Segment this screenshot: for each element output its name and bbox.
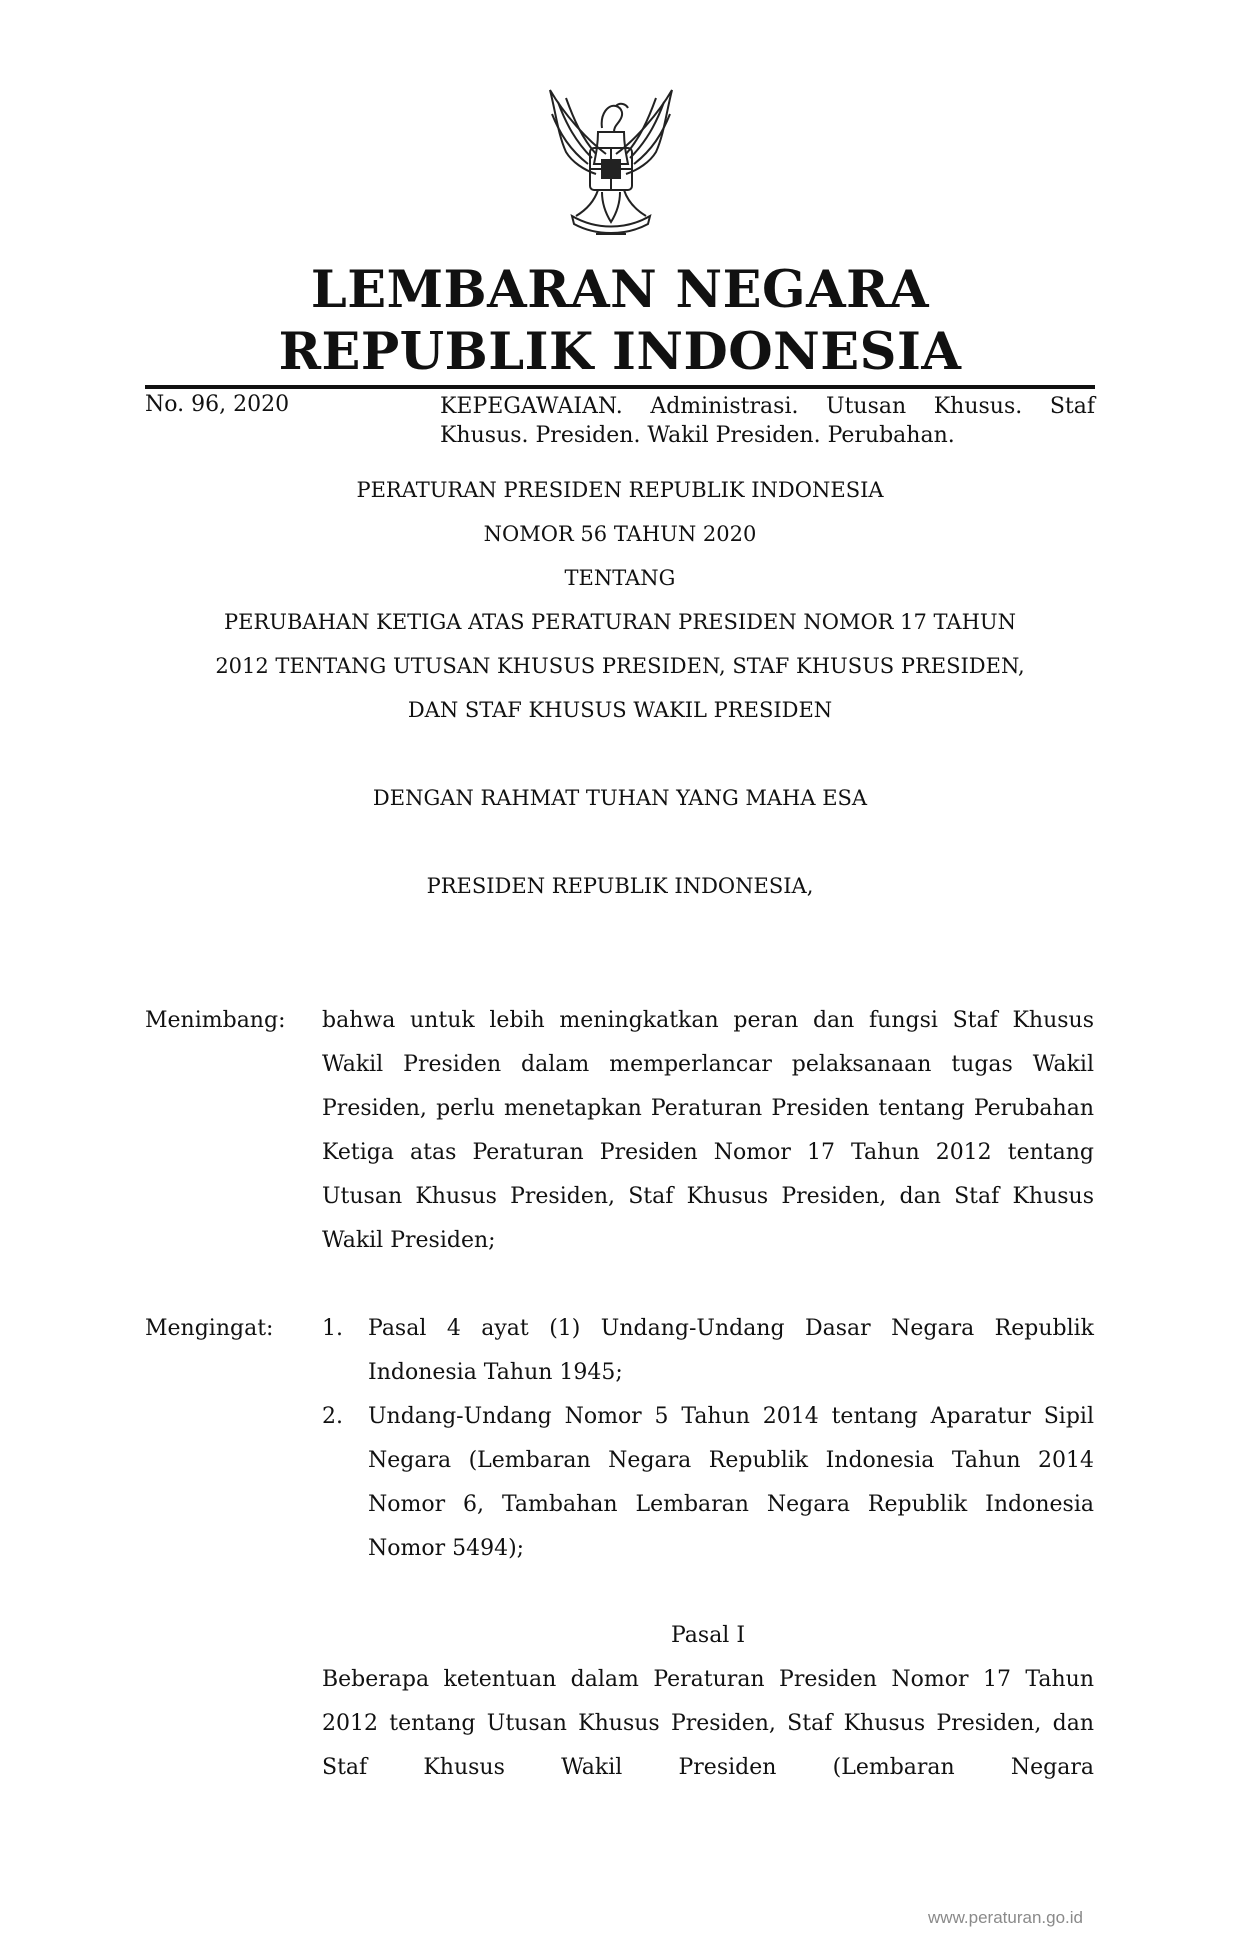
mengingat-label: Mengingat: — [145, 1316, 274, 1341]
footer-website: www.peraturan.go.id — [928, 1908, 1083, 1927]
garuda-emblem-icon — [536, 84, 686, 242]
item-text: Undang-Undang Nomor 5 Tahun 2014 tentang Aparatur Sipil Negara (Lembaran Negara Republik Indonesia Tahun 2014 Nomor 6, Tambahan Lembaran Negara Republik Indonesia Nomor 5494); — [368, 1404, 1094, 1561]
item-number: 2. — [322, 1404, 343, 1429]
item-text: Pasal 4 ayat (1) Undang-Undang Dasar Negara Republik Indonesia Tahun 1945; — [368, 1316, 1094, 1385]
regulation-heading: PERATURAN PRESIDEN REPUBLIK INDONESIA — [356, 478, 884, 502]
pasal-heading: Pasal I — [670, 1623, 746, 1648]
masthead-title-line2: REPUBLIK INDONESIA — [278, 322, 962, 382]
masthead-divider — [145, 385, 1095, 389]
menimbang-label: Menimbang: — [145, 1008, 286, 1033]
regulation-title-line2: 2012 TENTANG UTUSAN KHUSUS PRESIDEN, STAF KHUSUS PRESIDEN, — [215, 654, 1025, 678]
gazette-topics: KEPEGAWAIAN. Administrasi. Utusan Khusus. Staf Khusus. Presiden. Wakil Presiden. Perubahan. — [440, 394, 1095, 448]
item-number: 1. — [322, 1316, 343, 1341]
regulation-title-line3: DAN STAF KHUSUS WAKIL PRESIDEN — [407, 698, 833, 722]
regulation-tentang: TENTANG — [564, 566, 676, 590]
masthead-title-line1: LEMBARAN NEGARA — [310, 260, 930, 320]
regulation-title-line1: PERUBAHAN KETIGA ATAS PERATURAN PRESIDEN NOMOR 17 TAHUN — [224, 610, 1016, 634]
gazette-number: No. 96, 2020 — [145, 392, 290, 417]
president-heading: PRESIDEN REPUBLIK INDONESIA, — [426, 874, 814, 898]
pasal-text: Beberapa ketentuan dalam Peraturan Presiden Nomor 17 Tahun 2012 tentang Utusan Khusus Presiden, Staf Khusus Presiden, dan Staf Khusus Wakil Presiden (Lembaran Negara — [322, 1667, 1094, 1780]
regulation-number: NOMOR 56 TAHUN 2020 — [483, 522, 757, 546]
grace-formula: DENGAN RAHMAT TUHAN YANG MAHA ESA — [372, 786, 868, 810]
menimbang-text: bahwa untuk lebih meningkatkan peran dan fungsi Staf Khusus Wakil Presiden dalam memperlancar pelaksanaan tugas Wakil Presiden, perlu menetapkan Peraturan Presiden tentang Perubahan Ketiga atas Peraturan Presiden Nomor 17 Tahun 2012 tentang Utusan Khusus Presiden, Staf Khusus Presiden, dan Staf Khusus Wakil Presiden; — [322, 1008, 1094, 1253]
